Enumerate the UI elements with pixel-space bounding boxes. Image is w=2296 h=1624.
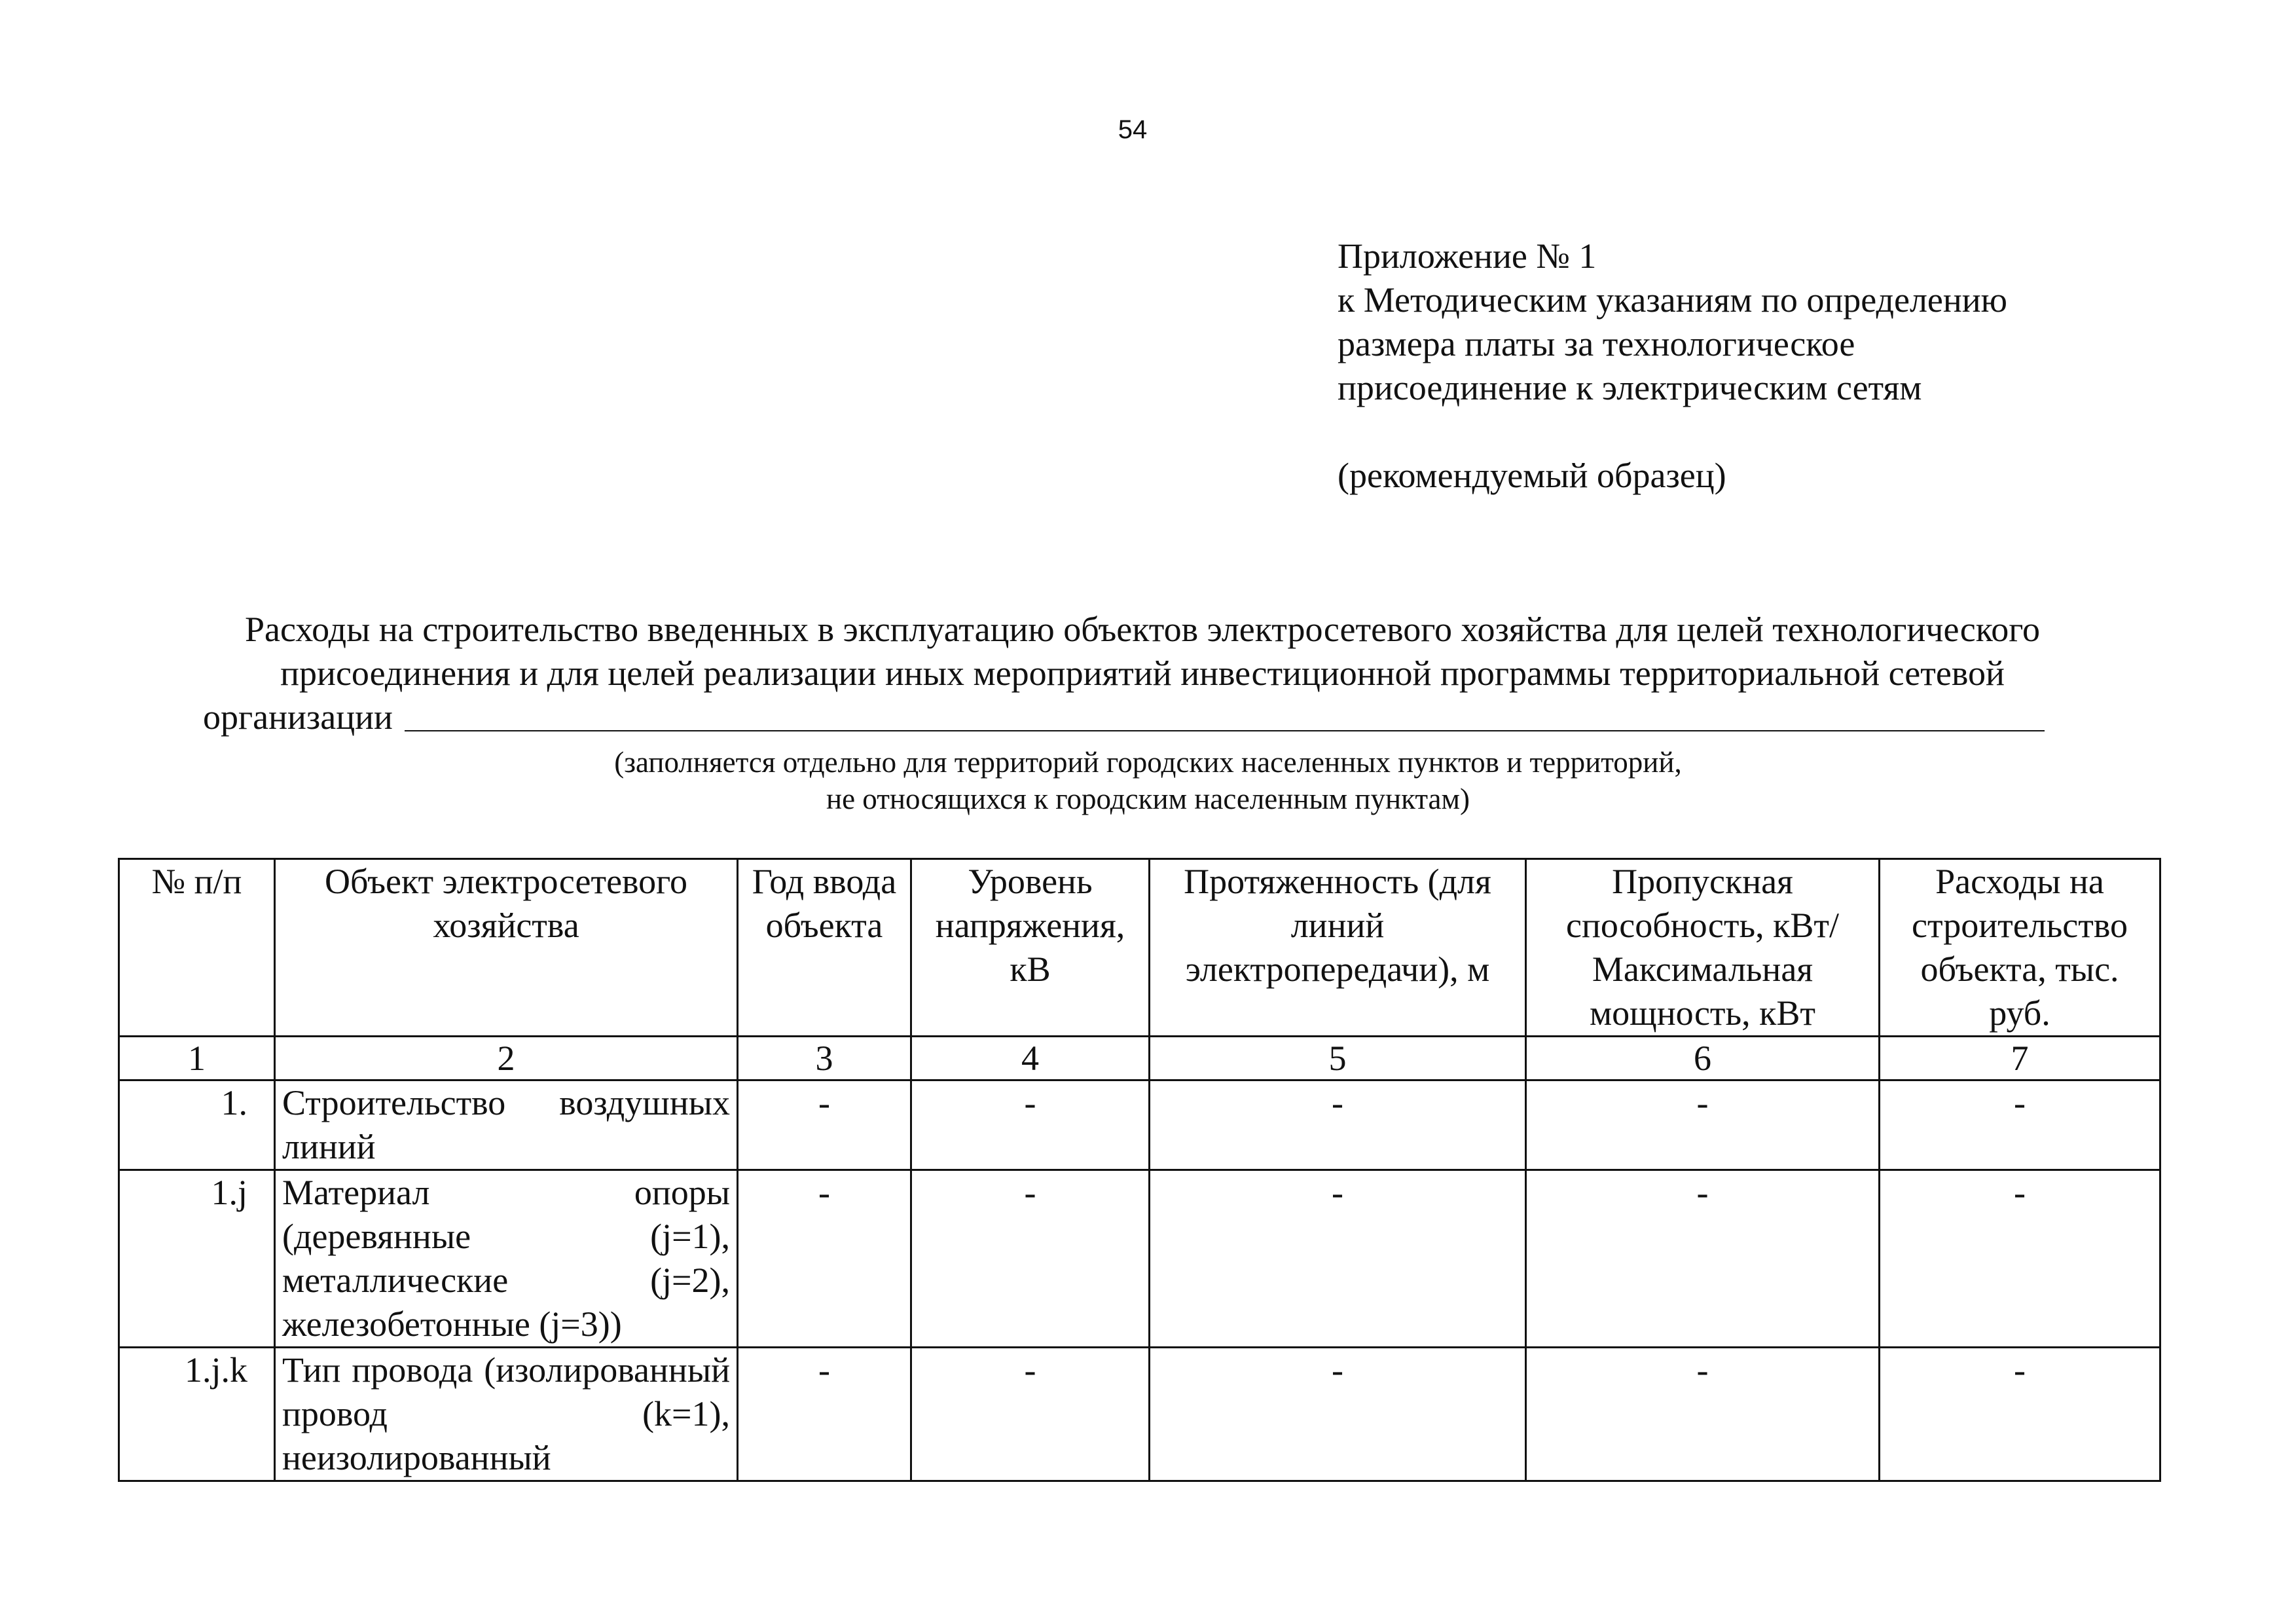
document-title	[118, 608, 2167, 739]
expenses-table	[118, 858, 2161, 1482]
column-number: 7	[1880, 1037, 2160, 1080]
title-line: присоединения и для целей реализации иных мероприятий инвестиционной программы территориальной сетевой	[280, 654, 2005, 693]
sample-note: (рекомендуемый образец)	[1338, 456, 1726, 495]
column-number-row	[119, 1037, 2160, 1080]
row-year: -	[738, 1348, 911, 1481]
table-row	[119, 1348, 2160, 1481]
header-year: Год ввода объекта	[738, 859, 911, 1037]
column-number: 1	[119, 1037, 275, 1080]
note-line: (заполняется отдельно для территорий городских населенных пунктов и территорий,	[614, 746, 1682, 779]
appendix-block	[1338, 234, 2189, 498]
title-line-label: организации	[203, 697, 393, 737]
table-row	[119, 1080, 2160, 1170]
note-line: не относящихся к городским населенным пунктам)	[826, 783, 1470, 815]
row-number: 1.	[119, 1080, 275, 1170]
row-capacity: -	[1526, 1348, 1880, 1481]
row-number: 1.j	[119, 1170, 275, 1348]
row-number: 1.j.k	[119, 1348, 275, 1481]
row-cost: -	[1880, 1080, 2160, 1170]
title-line: Расходы на строительство введенных в эксплуатацию объектов электросетевого хозяйства для целей технологического	[244, 610, 2041, 649]
column-number: 6	[1526, 1037, 1880, 1080]
header-capacity: Пропускная способность, кВт/ Максимальная мощность, кВт	[1526, 859, 1880, 1037]
row-object: Строительство воздушных линий	[275, 1080, 738, 1170]
row-voltage: -	[911, 1348, 1150, 1481]
column-number: 4	[911, 1037, 1150, 1080]
row-year: -	[738, 1080, 911, 1170]
appendix-line: к Методическим указаниям по определению	[1338, 280, 2007, 320]
row-year: -	[738, 1170, 911, 1348]
organization-fill-line	[405, 730, 2045, 731]
page-number: 54	[1118, 115, 1148, 144]
header-voltage: Уровень напряжения, кВ	[911, 859, 1150, 1037]
row-capacity: -	[1526, 1080, 1880, 1170]
row-length: -	[1150, 1170, 1526, 1348]
title-line-organization	[118, 695, 2167, 739]
row-capacity: -	[1526, 1170, 1880, 1348]
appendix-line: Приложение № 1	[1338, 236, 1597, 276]
fill-instructions	[0, 744, 2296, 817]
table-row	[119, 1170, 2160, 1348]
row-object: Материал опоры (деревянные (j=1), металлические (j=2), железобетонные (j=3))	[275, 1170, 738, 1348]
column-number: 3	[738, 1037, 911, 1080]
row-length: -	[1150, 1080, 1526, 1170]
column-number: 5	[1150, 1037, 1526, 1080]
appendix-line: присоединение к электрическим сетям	[1338, 368, 1922, 407]
row-cost: -	[1880, 1348, 2160, 1481]
row-cost: -	[1880, 1170, 2160, 1348]
row-object: Тип провода (изолированный провод (k=1), неизолированный	[275, 1348, 738, 1481]
appendix-line: размера платы за технологическое	[1338, 324, 1855, 363]
header-num: № п/п	[119, 859, 275, 1037]
header-object: Объект электросетевого хозяйства	[275, 859, 738, 1037]
header-row	[119, 859, 2160, 1037]
column-number: 2	[275, 1037, 738, 1080]
row-length: -	[1150, 1348, 1526, 1481]
header-cost: Расходы на строительство объекта, тыс. руб.	[1880, 859, 2160, 1037]
row-voltage: -	[911, 1080, 1150, 1170]
row-voltage: -	[911, 1170, 1150, 1348]
header-length: Протяженность (для линий электропередачи), м	[1150, 859, 1526, 1037]
